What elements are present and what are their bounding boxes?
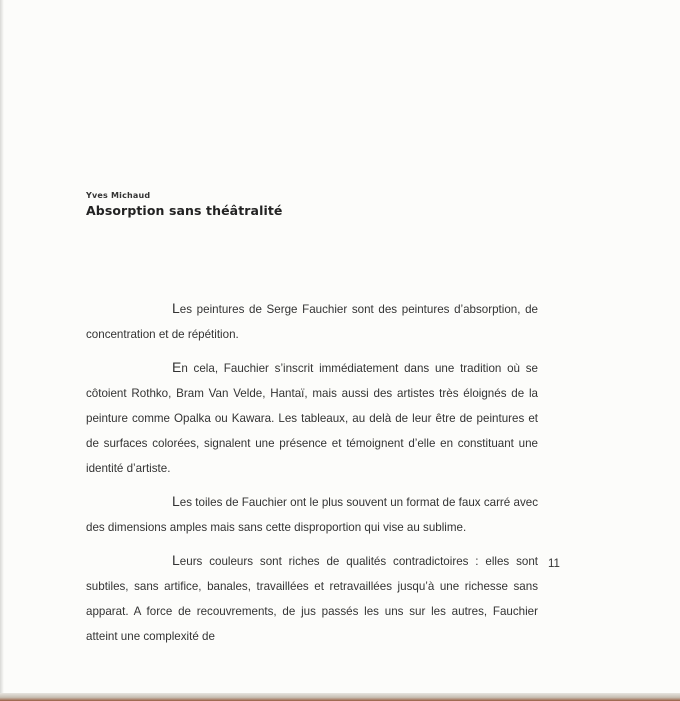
paragraph-text: n cela, Fauchier s’inscrit immédiatement dans une tradition où se côtoient Rothko, Bram Van Velde, Hantaï, mais aussi des artistes très éloignés de la peinture comme Opalka ou Kawara. Les tableaux, au delà de leur être de peintures et de surfaces colorées, signalent une présence et témoignent d’elle en constituant une identité d’artiste. — [86, 362, 538, 475]
body-text — [86, 296, 538, 657]
paragraph-initial: L — [172, 493, 180, 509]
paragraph-text: es toiles de Fauchier ont le plus souvent un format de faux carré avec des dimensions amples mais sans cette disproportion qui vise au sublime. — [86, 496, 538, 534]
page-gutter-shadow — [0, 0, 4, 701]
paragraph-4 — [86, 548, 538, 649]
paragraph-text: eurs couleurs sont riches de qualités contradictoires : elles sont subtiles, sans artifice, banales, travaillées et retravaillées jusqu’à une richesse sans apparat. A force de recouvrements, de jus passés les uns sur les autres, Fauchier atteint une complexité de — [86, 555, 538, 643]
paragraph-initial: E — [172, 359, 182, 375]
paragraph-initial: L — [172, 552, 180, 568]
paragraph-2 — [86, 355, 538, 481]
paragraph-text: es peintures de Serge Fauchier sont des peintures d’absorption, de concentration et de répétition. — [86, 303, 538, 341]
page-number: 11 — [548, 558, 560, 570]
paragraph-initial: L — [172, 300, 180, 316]
author-name: Yves Michaud — [86, 191, 151, 200]
paragraph-1 — [86, 296, 538, 347]
page-bottom-edge — [0, 693, 680, 701]
paragraph-3 — [86, 489, 538, 540]
chapter-title: Absorption sans théâtralité — [86, 203, 283, 218]
